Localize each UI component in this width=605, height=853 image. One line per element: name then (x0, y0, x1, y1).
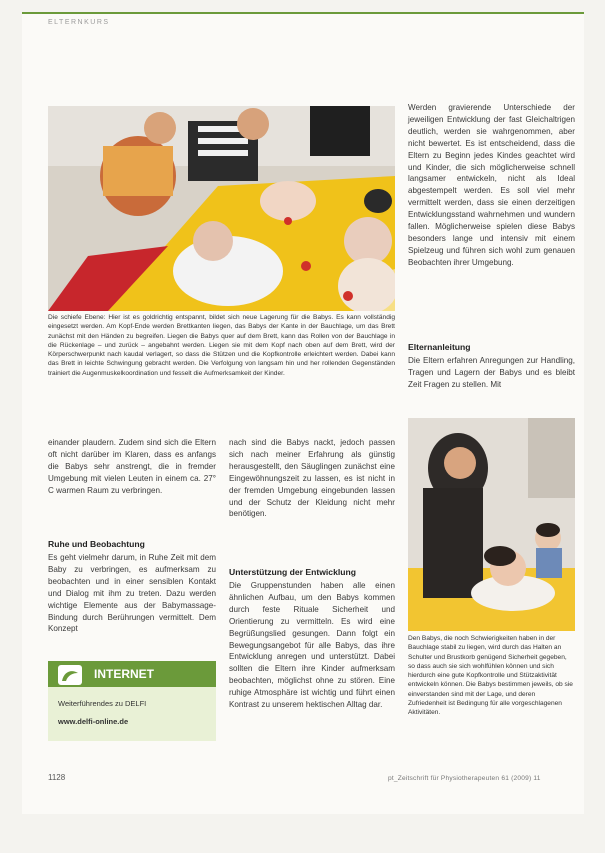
paragraph: Die Gruppenstunden haben alle einen ähnlichen Aufbau, um den Babys kommen durch feste Rituale Sicherheit und Orientierung zu vermitteln. Es wird eine Begrüßungslied gesungen. Dann folgt ein Bewegungsangebot für alle Babys, das ihre Entwicklung anregen und unterstützt. Dabei sollten die Eltern ihre Kinder aufmerksam beobachten, möglichst ohne zu stören. Eine ruhige Atmosphäre ist wichtig und führt einen Kontrast zu unserem hektischen Alltag dar. (229, 581, 395, 710)
right-photo-caption: Den Babys, die noch Schwierigkeiten haben in der Bauchlage stabil zu liegen, wird durch das Halten an Schulter und Brustkorb genügend Sicherheit gegeben, so dass auch sie sich wohlfühlen können und sich hierdurch eine gute Kopfkontrolle und Stützaktivität entwickeln können. Die Babys bestimmen jeweils, ob sie einverstanden sind mit der Lage, und deren Zufriedenheit ist Bedingung für alle vorgeschlagenen Aktivitäten. (408, 635, 573, 717)
bottom-middle-column (229, 437, 395, 520)
section-label: ELTERNKURS (48, 19, 110, 26)
bottom-middle-column-p2 (229, 580, 395, 711)
right-photo (408, 418, 575, 631)
internet-box-text: Weiterführendes zu DELFI (58, 699, 147, 708)
right-top-column-p2 (408, 355, 575, 391)
page-number: 1128 (48, 773, 66, 782)
paragraph: nach sind die Babys nackt, jedoch passen sich nach meiner Erfahrung als günstig herausgestellt, den Säuglingen zunächst eine Eingewöhnungszeit zu lassen, es ist nicht in der fremden Umgebung eingebunden lassen und der Schutz der Kleidung nicht mehr benötigen. (229, 438, 395, 519)
paragraph: Die Eltern erfahren Anregungen zur Handling, Tragen und Lagern der Babys und es bleibt Zeit Fragen zu stellen. Mit (408, 356, 575, 389)
bottom-left-column (48, 437, 216, 497)
paragraph: einander plaudern. Zudem sind sich die Eltern oft nicht darüber im Klaren, dass es anfangs die Babys sehr anstrengt, die in fremder Umgebung mit vielen Leuten in einem ca. 27° C warmen Raum zu verbringen. (48, 438, 216, 495)
internet-box (48, 661, 216, 741)
internet-box-title: INTERNET (94, 667, 154, 681)
internet-box-header (48, 661, 216, 687)
heading-elternanleitung: Elternanleitung (408, 342, 471, 352)
bottom-left-column-p2 (48, 552, 216, 635)
right-top-column (408, 102, 575, 269)
top-photo (48, 106, 395, 311)
delfi-logo-icon (58, 665, 82, 685)
heading-unterstuetzung: Unterstützung der Entwicklung (229, 567, 356, 577)
paragraph: Werden gravierende Unterschiede der jeweiligen Entwicklung der fast Gleichaltrigen deutlich, werden sie wahrgenommen, aber nicht bewertet. Es ist entscheidend, dass die Eltern zu Beginn jedes Kindes geachtet wird und Kinder, die sich möglicherweise schnell langsamer entwickeln, nicht als Ideal abgestempelt werden. Es soll viel mehr vermittelt werden, dass sie einen derzeitigen Entwicklungsstand wahrnehmen und wundern fallen. Möglicherweise spielen diese Babys besonders lange und intensiv mit einem Spielzeug und führen sich wohl zum genauen Beobachten ihrer Umgebung. (408, 103, 575, 267)
paragraph: Es geht vielmehr darum, in Ruhe Zeit mit dem Baby zu verbringen, es aufmerksam zu beobachten und in einer sensiblen Kontakt und Dialog mit ihm zu treten. Dazu werden wichtige Elemente aus der Babymassage-Bindung durch Berührungen vermittelt. Dem Konzept (48, 553, 216, 634)
top-photo-caption: Die schiefe Ebene: Hier ist es goldrichtig entspannt, bildet sich neue Lagerung für die Babys. Es kann vollständig eingesetzt werden. Am Kopf-Ende werden Brettkanten liegen, das Babys der Kante in der Bauchlage, um das Brett zunächst mit den Händen zu begreifen. Liegen die Babys quer auf dem Brett, kann das Rollen von der Bauchlage in die Rückenlage – und zurück – angebahnt werden. Liegen sie mit dem Kopf nach oben auf dem Brett, wird der Körperschwerpunkt nach kaudal verlagert, so dass die Stützen und die Kopfkontrolle erleichtert werden. Dabei kann das Brett in leichte Schwingung gebracht werden. Die Verfolgung von langsam hin und her rollenden Gegenständen trainiert die Augenmuskelkoordination und fesselt die Aufmerksamkeit der Kinder. (48, 314, 395, 377)
delfi-link[interactable]: www.delfi-online.de (58, 717, 129, 726)
heading-ruhe-und-beobachtung: Ruhe und Beobachtung (48, 539, 145, 549)
journal-reference: pt_Zeitschrift für Physiotherapeuten 61 (2009) 11 (388, 775, 541, 782)
